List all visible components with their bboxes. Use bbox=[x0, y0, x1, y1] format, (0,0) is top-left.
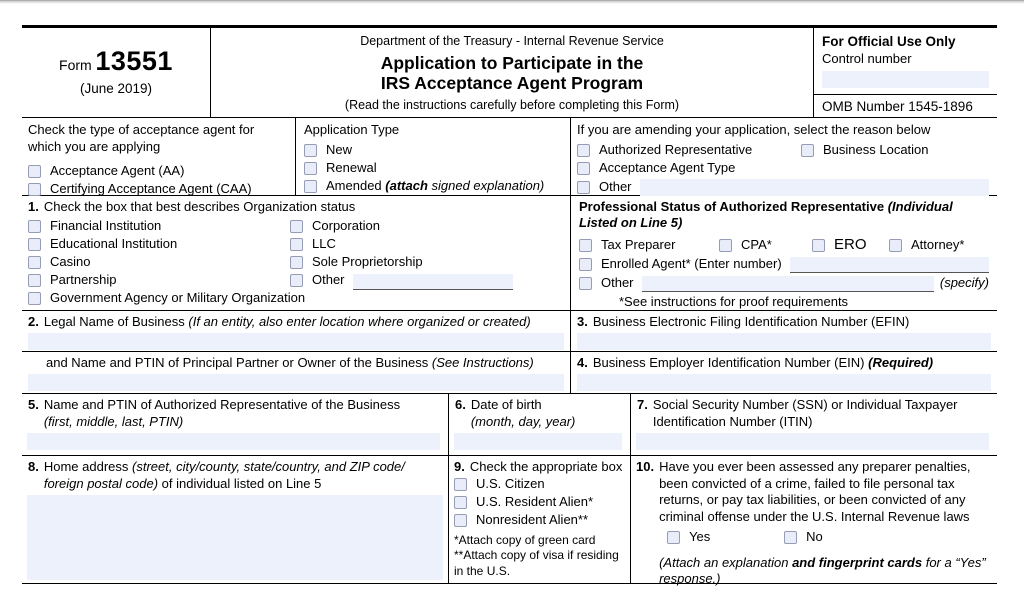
corporation-label: Corporation bbox=[312, 218, 380, 234]
financial-institution-checkbox[interactable] bbox=[28, 220, 41, 233]
government-agency-checkbox[interactable] bbox=[28, 292, 41, 305]
line7-text: Social Security Number (SSN) or Individual Taxpayer Identification Number (ITIN) bbox=[652, 397, 958, 429]
official-use-cell bbox=[813, 28, 997, 117]
tax-preparer-checkbox[interactable] bbox=[579, 239, 592, 252]
acceptance-agent-type-label: Acceptance Agent Type bbox=[599, 160, 736, 176]
sole-proprietorship-checkbox[interactable] bbox=[290, 256, 303, 269]
form-revision-date: (June 2019) bbox=[79, 80, 153, 96]
ero-checkbox[interactable] bbox=[812, 239, 825, 252]
yes-option bbox=[667, 529, 784, 547]
application-type-label: Application Type bbox=[304, 122, 400, 137]
line4-cell bbox=[570, 352, 997, 393]
educational-institution-label: Educational Institution bbox=[50, 236, 178, 252]
prof-other-field[interactable] bbox=[642, 276, 934, 292]
tax-preparer-label: Tax Preparer bbox=[601, 236, 676, 252]
line6-label: 6. Date of birth (month, day, year) bbox=[455, 397, 576, 429]
professional-status-cell bbox=[570, 196, 997, 310]
caa-checkbox[interactable] bbox=[28, 183, 41, 196]
amending-row1 bbox=[577, 142, 991, 160]
casino-checkbox[interactable] bbox=[28, 256, 41, 269]
no-checkbox[interactable] bbox=[784, 531, 797, 544]
amending-business-location bbox=[801, 142, 929, 160]
org-government-agency bbox=[28, 290, 306, 308]
form-number-cell bbox=[22, 28, 210, 117]
line5-text: Name and PTIN of Authorized Representative of the Business (first, middle, last, PTIN) bbox=[43, 397, 401, 429]
org-financial-institution bbox=[28, 218, 290, 236]
line10-text-block bbox=[659, 459, 992, 588]
business-location-checkbox[interactable] bbox=[801, 144, 814, 157]
line10-text: Have you ever been assessed any preparer penalties, been convicted of a crime, failed to file personal tax returns, or pay tax liabilities, or been convicted of any criminal offense under the U.S. Internal Revenue laws bbox=[659, 459, 971, 524]
org-other-label: Other bbox=[312, 272, 345, 288]
line1-label: 1. Check the box that best describes Organization status bbox=[28, 199, 356, 214]
new-checkbox[interactable] bbox=[304, 144, 317, 157]
organization-status-cell bbox=[22, 196, 570, 310]
official-use-title: For Official Use Only bbox=[822, 34, 956, 49]
cpa-label: CPA* bbox=[741, 236, 772, 252]
enrolled-agent-checkbox[interactable] bbox=[579, 258, 592, 271]
educational-institution-checkbox[interactable] bbox=[28, 238, 41, 251]
org-casino bbox=[28, 254, 290, 272]
control-number-label: Control number bbox=[822, 51, 912, 67]
yes-checkbox[interactable] bbox=[667, 531, 680, 544]
corporation-checkbox[interactable] bbox=[290, 220, 303, 233]
amending-agent-type bbox=[577, 160, 991, 178]
amending-other bbox=[577, 178, 991, 198]
organization-options bbox=[28, 218, 564, 308]
nonresident-alien-checkbox[interactable] bbox=[454, 514, 467, 527]
ero-label: ERO bbox=[834, 236, 867, 254]
agent-type-label: Check the type of acceptance agent for which you are applying bbox=[28, 122, 255, 154]
caa-label: Certifying Acceptance Agent (CAA) bbox=[50, 180, 252, 196]
line6-text: Date of birth (month, day, year) bbox=[470, 397, 576, 429]
org-partnership bbox=[28, 272, 290, 290]
line8-label: 8. Home address (street, city/county, state/country, and ZIP code/ foreign postal code) of individual listed on Line 5 bbox=[28, 459, 442, 492]
line6-cell bbox=[448, 394, 630, 455]
line4-label: 4. Business Employer Identification Number (EIN) (Required) bbox=[577, 355, 934, 370]
cpa-checkbox[interactable] bbox=[719, 239, 732, 252]
resident-alien-option bbox=[454, 494, 625, 512]
agency-line: Department of the Treasury - Internal Revenue Service bbox=[360, 34, 664, 48]
citizen-option bbox=[454, 476, 625, 494]
org-other-field[interactable] bbox=[353, 274, 513, 290]
principal-partner-field[interactable] bbox=[28, 374, 564, 391]
enrolled-agent-label: Enrolled Agent* (Enter number) bbox=[601, 255, 782, 271]
line2-label: 2. Legal Name of Business (If an entity, also enter location where organized or created) bbox=[28, 314, 531, 329]
renewal-checkbox[interactable] bbox=[304, 162, 317, 175]
org-educational-institution bbox=[28, 236, 290, 254]
specify-note: (specify) bbox=[939, 274, 989, 290]
line2b-line4-row bbox=[22, 352, 997, 394]
line9-cell bbox=[448, 456, 630, 583]
us-resident-alien-checkbox[interactable] bbox=[454, 496, 467, 509]
prof-tax-preparer bbox=[579, 236, 719, 254]
form-number-line bbox=[22, 44, 210, 79]
agent-type-option-aa bbox=[28, 162, 289, 180]
application-type-new bbox=[304, 142, 562, 160]
sole-proprietorship-label: Sole Proprietorship bbox=[312, 254, 423, 270]
no-label: No bbox=[806, 529, 823, 545]
line5-label: 5. Name and PTIN of Authorized Representative of the Business (first, middle, last, PTIN) bbox=[28, 397, 401, 429]
header-row bbox=[22, 28, 997, 118]
home-address-field[interactable] bbox=[27, 495, 443, 580]
line9-text: Check the appropriate box bbox=[469, 459, 623, 474]
line10-cell bbox=[630, 456, 997, 587]
authorized-representative-label: Authorized Representative bbox=[599, 142, 753, 158]
attorney-checkbox[interactable] bbox=[889, 239, 902, 252]
form-title bbox=[381, 53, 644, 93]
nonresident-alien-option bbox=[454, 512, 625, 530]
financial-institution-label: Financial Institution bbox=[50, 218, 162, 234]
partnership-label: Partnership bbox=[50, 272, 117, 288]
amended-checkbox[interactable] bbox=[304, 180, 317, 193]
proof-requirements-note: *See instructions for proof requirements bbox=[619, 293, 849, 309]
form-title-line1: Application to Participate in the bbox=[380, 52, 644, 73]
dob-field[interactable] bbox=[454, 433, 622, 450]
new-label: New bbox=[326, 142, 353, 158]
window-top-edge bbox=[0, 0, 1024, 4]
control-number-field[interactable] bbox=[822, 71, 989, 88]
legal-name-field[interactable] bbox=[28, 333, 564, 350]
enrolled-agent-number-field[interactable] bbox=[790, 257, 989, 273]
renewal-label: Renewal bbox=[326, 160, 377, 176]
line8-text: Home address (street, city/county, state/country, and ZIP code/ foreign postal code) of individual listed on Line 5 bbox=[43, 459, 405, 491]
no-option bbox=[784, 529, 823, 547]
government-agency-label: Government Agency or Military Organization bbox=[50, 290, 306, 306]
agent-type-cell bbox=[22, 118, 295, 195]
line10-label: 10. Have you ever been assessed any preparer penalties, been convicted of a crime, failed to file personal tax returns, or pay tax liabilities, or been convicted of any criminal offense under the U.S. Internal Revenue laws Yes No (Attach an explanation and fingerprint cards for a “Yes” response.) bbox=[636, 459, 992, 588]
green-card-footnote: *Attach copy of green card bbox=[454, 532, 596, 547]
llc-checkbox[interactable] bbox=[290, 238, 303, 251]
business-location-label: Business Location bbox=[823, 142, 929, 158]
organization-col2 bbox=[290, 218, 564, 308]
nonresident-alien-label: Nonresident Alien** bbox=[476, 512, 589, 528]
application-type-row bbox=[22, 118, 997, 196]
title-cell bbox=[210, 28, 813, 117]
line7-label: 7. Social Security Number (SSN) or Individual Taxpayer Identification Number (ITIN) bbox=[637, 397, 991, 430]
line3-cell bbox=[570, 311, 997, 351]
rep-name-ptin-field[interactable] bbox=[27, 433, 440, 450]
prof-enrolled-agent bbox=[579, 255, 989, 274]
us-citizen-checkbox[interactable] bbox=[454, 478, 467, 491]
line2-line3-row bbox=[22, 311, 997, 352]
organization-col1 bbox=[28, 218, 306, 308]
llc-label: LLC bbox=[312, 236, 336, 252]
instructions-note: (Read the instructions carefully before completing this Form) bbox=[344, 98, 680, 112]
line5-6-7-row bbox=[22, 394, 997, 456]
prof-other-label: Other bbox=[601, 274, 634, 290]
form-word: Form bbox=[59, 57, 92, 73]
line2b-label: and Name and PTIN of Principal Partner or Owner of the Business (See Instructions) bbox=[46, 355, 534, 370]
yes-no-row bbox=[667, 528, 992, 548]
amended-label: Amended (attach signed explanation) bbox=[326, 178, 545, 194]
line2b-cell bbox=[22, 352, 570, 393]
org-llc bbox=[290, 236, 564, 254]
fingerprint-note: (Attach an explanation and fingerprint cards for a “Yes” response.) bbox=[659, 554, 986, 587]
application-type-amended bbox=[304, 178, 562, 196]
form-number: 13551 bbox=[95, 46, 173, 76]
amend-other-field[interactable] bbox=[640, 179, 989, 196]
org-other bbox=[290, 272, 564, 290]
amend-other-checkbox[interactable] bbox=[577, 181, 590, 194]
form-13551 bbox=[22, 25, 997, 587]
line2-cell bbox=[22, 311, 570, 351]
ein-field[interactable] bbox=[577, 374, 991, 391]
partnership-checkbox[interactable] bbox=[28, 274, 41, 287]
amending-authorized-rep bbox=[577, 142, 801, 160]
us-citizen-label: U.S. Citizen bbox=[476, 476, 545, 492]
prof-other-checkbox[interactable] bbox=[579, 277, 592, 290]
amending-label: If you are amending your application, select the reason below bbox=[577, 122, 931, 137]
prof-attorney bbox=[889, 236, 964, 254]
acceptance-agent-type-checkbox[interactable] bbox=[577, 162, 590, 175]
line9-label: 9. Check the appropriate box bbox=[454, 459, 623, 474]
ssn-itin-field[interactable] bbox=[636, 433, 989, 450]
application-type-cell bbox=[295, 118, 570, 195]
authorized-representative-checkbox[interactable] bbox=[577, 144, 590, 157]
org-corporation bbox=[290, 218, 564, 236]
efin-field[interactable] bbox=[577, 333, 991, 350]
org-other-checkbox[interactable] bbox=[290, 274, 303, 287]
professional-status-row1 bbox=[579, 236, 989, 255]
org-sole-proprietorship bbox=[290, 254, 564, 272]
us-resident-alien-label: U.S. Resident Alien* bbox=[476, 494, 594, 510]
professional-status-title: Professional Status of Authorized Representative (Individual Listed on Line 5) bbox=[579, 199, 953, 231]
line8-9-10-row bbox=[22, 456, 997, 587]
casino-label: Casino bbox=[50, 254, 91, 270]
prof-ero bbox=[812, 236, 889, 254]
line7-cell bbox=[630, 394, 997, 455]
prof-other bbox=[579, 274, 989, 293]
attorney-label: Attorney* bbox=[911, 236, 965, 252]
aa-checkbox[interactable] bbox=[28, 165, 41, 178]
line3-label: 3. Business Electronic Filing Identification Number (EFIN) bbox=[577, 314, 910, 329]
prof-cpa bbox=[719, 236, 812, 254]
line8-cell bbox=[22, 456, 448, 583]
aa-label: Acceptance Agent (AA) bbox=[50, 162, 185, 178]
omb-number: OMB Number 1545-1896 bbox=[814, 94, 997, 117]
form-title-line2: IRS Acceptance Agent Program bbox=[380, 73, 644, 93]
amending-reason-cell bbox=[570, 118, 997, 195]
line5-cell bbox=[22, 394, 448, 455]
yes-label: Yes bbox=[689, 529, 711, 545]
application-type-renewal bbox=[304, 160, 562, 178]
visa-footnote: **Attach copy of visa if residing in the U.S. bbox=[454, 548, 619, 578]
amend-other-label: Other bbox=[599, 179, 632, 195]
organization-status-row bbox=[22, 196, 997, 311]
